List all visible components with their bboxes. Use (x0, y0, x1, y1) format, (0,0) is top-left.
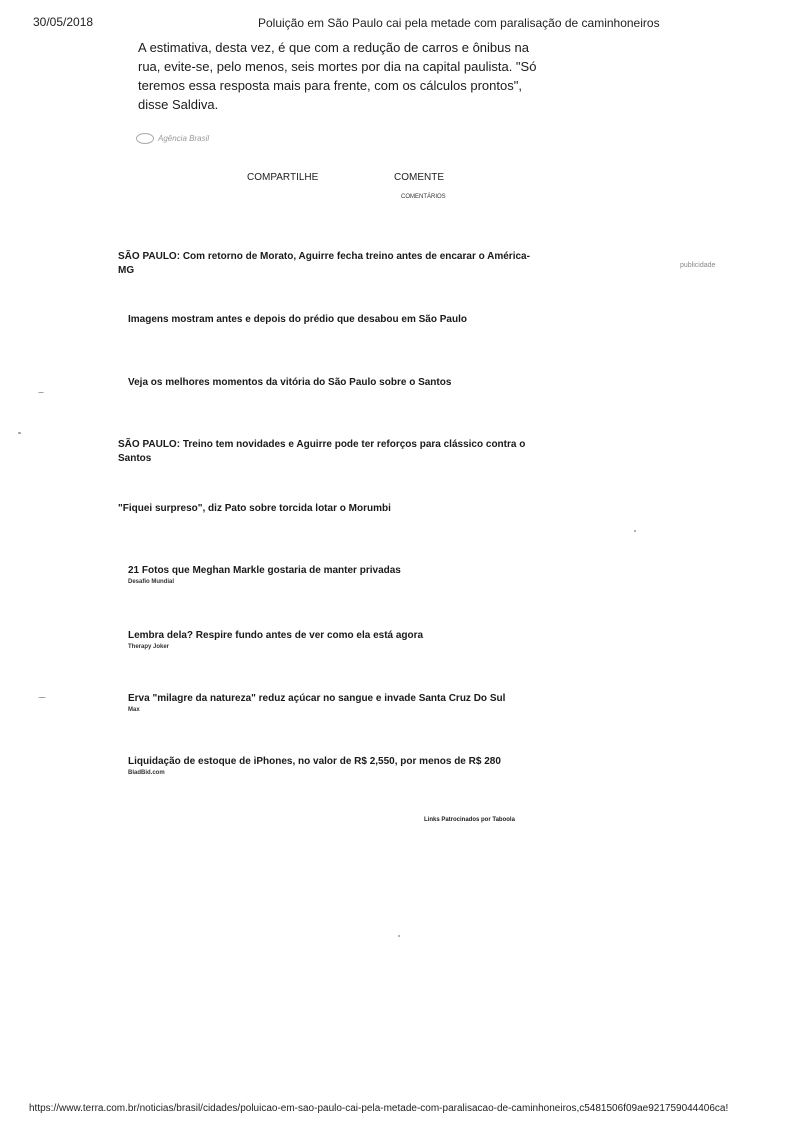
sponsored-link-title[interactable]: Erva "milagre da natureza" reduz açúcar no sangue e invade Santa Cruz Do Sul (128, 693, 506, 704)
sponsored-link-title[interactable]: 21 Fotos que Meghan Markle gostaria de manter privadas (128, 565, 401, 576)
scan-speck (398, 935, 400, 937)
scan-speck (634, 530, 636, 532)
share-button[interactable]: COMPARTILHE (247, 172, 319, 183)
source-credit (136, 133, 209, 144)
related-headline-link[interactable]: "Fiquei surpreso", diz Pato sobre torcida lotar o Morumbi (118, 503, 391, 514)
sponsored-link[interactable] (128, 755, 548, 776)
sponsored-link-title[interactable]: Lembra dela? Respire fundo antes de ver como ela está agora (128, 630, 424, 641)
taboola-attribution-link[interactable]: Links Patrocinados por Taboola (424, 817, 515, 823)
sponsored-link[interactable] (128, 692, 548, 713)
related-headline-link[interactable]: SÃO PAULO: Com retorno de Morato, Aguirre fecha treino antes de encarar o América-MG (118, 251, 530, 276)
sponsored-link-title[interactable]: Liquidação de estoque de iPhones, no valor de R$ 2,550, por menos de R$ 280 (128, 756, 501, 767)
print-date: 30/05/2018 (33, 15, 94, 29)
ad-label: publicidade (680, 262, 716, 269)
related-headline-link[interactable]: SÃO PAULO: Treino tem novidades e Aguirre pode ter reforços para clássico contra o Santos (118, 439, 526, 464)
agency-logo-icon (136, 133, 154, 144)
scan-speck (18, 432, 21, 434)
scan-speck (38, 697, 46, 698)
sponsored-link-source: Desafio Mundial (128, 579, 175, 585)
article-paragraph: A estimativa, desta vez, é que com a redução de carros e ônibus na rua, evite-se, pelo menos, seis mortes por dia na capital paulista. "Só teremos essa resposta mais para frente, com os cálculos prontos", disse Saldiva. (138, 40, 537, 112)
source-credit-text: Agência Brasil (158, 134, 210, 143)
related-headline-link[interactable]: Imagens mostram antes e depois do prédio que desabou em São Paulo (128, 314, 467, 325)
sponsored-link-source: BladBid.com (128, 770, 165, 776)
sponsored-link[interactable] (128, 564, 548, 585)
comments-link[interactable]: COMENTÁRIOS (401, 194, 446, 200)
scan-speck (38, 392, 44, 393)
sponsored-link[interactable] (128, 629, 548, 650)
page-url: https://www.terra.com.br/noticias/brasil/cidades/poluicao-em-sao-paulo-cai-pela-metade-com-paralisacao-de-caminhoneiros,c5481506f09ae921759044406ca! (29, 1103, 729, 1114)
print-page-title: Poluição em São Paulo cai pela metade com paralisação de caminhoneiros (258, 16, 660, 30)
sponsored-link-source: Therapy Joker (128, 644, 170, 650)
related-headline-link[interactable]: Veja os melhores momentos da vitória do São Paulo sobre o Santos (128, 377, 452, 388)
comment-button[interactable]: COMENTE (394, 172, 444, 183)
sponsored-link-source: Max (128, 707, 140, 713)
